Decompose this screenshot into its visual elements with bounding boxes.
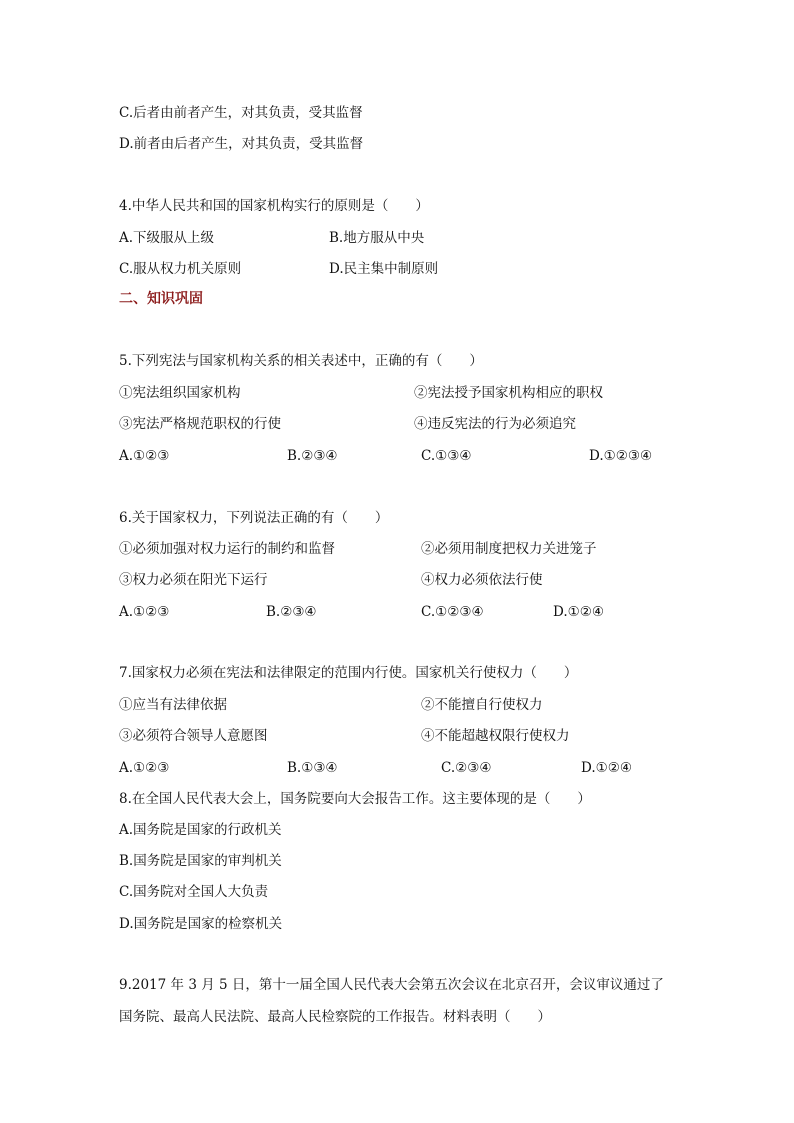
q7-statement-2: ②不能擅自行使权力 <box>421 697 543 713</box>
q4-option-c: C.服从权力机关原则 <box>119 261 242 277</box>
q5-statement-4: ④违反宪法的行为必须追究 <box>414 416 576 432</box>
q6-option-a: A.①②③ <box>119 604 170 620</box>
q8-stem: 8.在全国人民代表大会上，国务院要向大会报告工作。这主要体现的是（ ） <box>119 791 591 807</box>
q4-option-b: B.地方服从中央 <box>329 230 425 246</box>
q7-statement-3: ③必须符合领导人意愿图 <box>119 728 268 744</box>
q6-option-c: C.①②③④ <box>421 604 484 620</box>
q8-option-a: A.国务院是国家的行政机关 <box>119 822 282 838</box>
q5-statement-2: ②宪法授予国家机构相应的职权 <box>414 385 603 401</box>
q6-statement-3: ③权力必须在阳光下运行 <box>119 572 268 588</box>
q9-stem-line-2: 国务院、最高人民法院、最高人民检察院的工作报告。材料表明（ ） <box>119 1009 551 1025</box>
q9-stem-line-1: 9.2017 年 3 月 5 日，第十一届全国人民代表大会第五次会议在北京召开，会议审议通过了 <box>119 977 664 993</box>
q6-option-d: D.①②④ <box>553 604 604 620</box>
q5-option-b: B.②③④ <box>287 448 338 464</box>
q7-statement-4: ④不能超越权限行使权力 <box>421 728 570 744</box>
q8-option-d: D.国务院是国家的检察机关 <box>119 916 283 932</box>
q3-option-d: D.前者由后者产生，对其负责，受其监督 <box>119 136 364 152</box>
q4-stem: 4.中华人民共和国的国家机构实行的原则是（ ） <box>119 198 429 214</box>
section-heading: 二、知识巩固 <box>119 291 203 307</box>
q7-statement-1: ①应当有法律依据 <box>119 697 227 713</box>
q7-option-b: B.①③④ <box>287 760 338 776</box>
q6-statement-4: ④权力必须依法行使 <box>421 572 543 588</box>
q5-option-a: A.①②③ <box>119 448 170 464</box>
q7-option-c: C.②③④ <box>441 760 492 776</box>
q5-option-d: D.①②③④ <box>589 448 653 464</box>
q6-statement-1: ①必须加强对权力运行的制约和监督 <box>119 541 335 557</box>
q3-option-c: C.后者由前者产生，对其负责，受其监督 <box>119 105 363 121</box>
q7-option-d: D.①②④ <box>581 760 632 776</box>
q8-option-b: B.国务院是国家的审判机关 <box>119 853 282 869</box>
q4-option-d: D.民主集中制原则 <box>329 261 439 277</box>
q6-statement-2: ②必须用制度把权力关进笼子 <box>421 541 597 557</box>
q6-option-b: B.②③④ <box>266 604 317 620</box>
q8-option-c: C.国务院对全国人大负责 <box>119 884 269 900</box>
q5-stem: 5.下列宪法与国家机构关系的相关表述中，正确的有（ ） <box>119 353 483 369</box>
q5-statement-1: ①宪法组织国家机构 <box>119 385 241 401</box>
q7-option-a: A.①②③ <box>119 760 170 776</box>
q7-stem: 7.国家权力必须在宪法和法律限定的范围内行使。国家机关行使权力（ ） <box>119 665 578 681</box>
q5-statement-3: ③宪法严格规范职权的行使 <box>119 416 281 432</box>
q6-stem: 6.关于国家权力，下列说法正确的有（ ） <box>119 510 389 526</box>
q5-option-c: C.①③④ <box>421 448 472 464</box>
q4-option-a: A.下级服从上级 <box>119 230 215 246</box>
